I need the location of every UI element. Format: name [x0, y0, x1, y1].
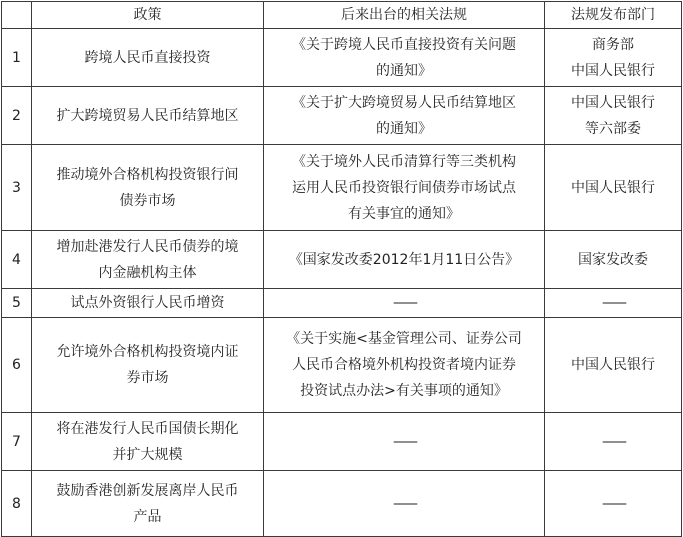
header-row — [2, 2, 682, 29]
regulation-line: —— — [393, 295, 415, 311]
policy-line: 允许境外合格机构投资境内证 — [56, 344, 239, 360]
regulation-line: 《关于跨境人民币直接投资有关问题 — [292, 36, 516, 53]
dept-line: 中国人民银行 — [571, 357, 655, 373]
policy-table — [1, 1, 682, 537]
row-dept — [545, 87, 682, 145]
row-num: 3 — [2, 145, 32, 231]
table-row — [2, 318, 682, 413]
row-policy — [32, 318, 264, 413]
row-policy — [32, 145, 264, 231]
row-num: 4 — [2, 231, 32, 289]
header-policy: 政策 — [32, 2, 264, 29]
table-row — [2, 289, 682, 318]
dept-line: 中国人民银行 — [571, 94, 655, 111]
regulation-line: 《关于扩大跨境贸易人民币结算地区 — [292, 94, 516, 111]
row-regulation — [264, 471, 545, 537]
row-num: 8 — [2, 471, 32, 537]
table-row — [2, 231, 682, 289]
regulation-line: 《关于实施<基金管理公司、证券公司 — [286, 331, 522, 347]
row-policy: 扩大跨境贸易人民币结算地区 — [32, 87, 264, 145]
regulation-line: —— — [393, 495, 415, 512]
policy-line: 产品 — [133, 508, 162, 525]
row-dept — [545, 231, 682, 289]
row-regulation — [264, 231, 545, 289]
dept-line: 中国人民银行 — [571, 62, 655, 79]
row-num: 1 — [2, 29, 32, 87]
dept-line: 等六部委 — [585, 120, 641, 137]
table-row — [2, 145, 682, 231]
row-dept — [545, 318, 682, 413]
row-dept — [545, 145, 682, 231]
row-num: 5 — [2, 289, 32, 318]
row-policy: 跨境人民币直接投资 — [32, 29, 264, 87]
header-regulation: 后来出台的相关法规 — [264, 2, 545, 29]
row-policy — [32, 471, 264, 537]
regulation-line: 《关于境外人民币清算行等三类机构 — [292, 153, 516, 170]
table-row — [2, 29, 682, 87]
policy-line: 内金融机构主体 — [98, 264, 197, 281]
regulation-line: 的通知》 — [376, 62, 432, 79]
policy-line: 将在港发行人民币国债长期化 — [56, 420, 239, 437]
header-dept: 法规发布部门 — [545, 2, 682, 29]
regulation-line: 人民币合格境外机构投资者境内证券 — [292, 357, 516, 373]
regulation-line: 运用人民币投资银行间债券市场试点 — [292, 179, 516, 196]
regulation-line: —— — [393, 433, 415, 450]
policy-line: 鼓励香港创新发展离岸人民币 — [56, 482, 239, 499]
policy-line: 并扩大规模 — [112, 446, 183, 463]
row-regulation — [264, 145, 545, 231]
dept-line: 国家发改委 — [578, 251, 648, 268]
dept-line: 商务部 — [592, 36, 634, 53]
row-dept — [545, 471, 682, 537]
row-dept — [545, 289, 682, 318]
row-num: 6 — [2, 318, 32, 413]
table-row — [2, 471, 682, 537]
row-policy: 试点外资银行人民币增资 — [32, 289, 264, 318]
regulation-line: 的通知》 — [376, 120, 432, 137]
row-regulation — [264, 318, 545, 413]
row-policy — [32, 231, 264, 289]
regulation-line: 《国家发改委2012年1月11日公告》 — [288, 251, 520, 268]
policy-line: 增加赴港发行人民币债券的境 — [56, 238, 239, 255]
header-num — [2, 2, 32, 29]
policy-line: 推动境外合格机构投资银行间 — [56, 166, 239, 183]
dept-line: 中国人民银行 — [571, 179, 655, 196]
row-regulation — [264, 289, 545, 318]
row-regulation — [264, 29, 545, 87]
regulation-line: 有关事宜的通知》 — [348, 205, 460, 222]
row-dept — [545, 413, 682, 471]
row-policy — [32, 413, 264, 471]
row-dept — [545, 29, 682, 87]
policy-line: 券市场 — [126, 370, 169, 386]
table-row — [2, 413, 682, 471]
dept-line: —— — [602, 295, 624, 311]
row-num: 2 — [2, 87, 32, 145]
row-regulation — [264, 413, 545, 471]
dept-line: —— — [602, 495, 624, 512]
policy-line: 债券市场 — [119, 192, 176, 209]
regulation-line: 投资试点办法>有关事项的通知》 — [300, 383, 508, 399]
dept-line: —— — [602, 433, 624, 450]
row-num: 7 — [2, 413, 32, 471]
row-regulation — [264, 87, 545, 145]
table-row — [2, 87, 682, 145]
